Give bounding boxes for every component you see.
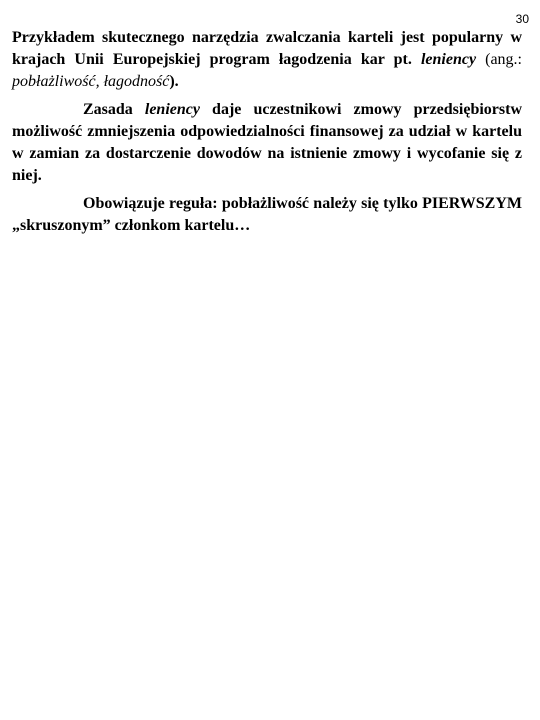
paragraph-intro	[12, 27, 522, 93]
paragraph-principle-lead: Zasada	[83, 101, 145, 118]
page-number: 30	[515, 12, 529, 26]
paragraph-intro-text: Przykładem skutecznego narzędzia zwalczania karteli jest popularny w krajach Unii Europejskiej program łagodzenia kar pt.	[12, 29, 522, 68]
paragraph-rule-text: Obowiązuje reguła: pobłażliwość należy się tylko PIERWSZYM „skruszonym” członkom kartelu…	[12, 195, 522, 234]
translation: pobłażliwość, łagodność	[12, 73, 170, 90]
paren-open: (ang.:	[476, 51, 523, 68]
paren-close: ).	[169, 73, 179, 90]
paragraph-principle	[12, 99, 522, 187]
term-leniency-2: leniency	[144, 101, 200, 118]
document-body	[12, 27, 522, 243]
paragraph-rule	[12, 193, 522, 237]
term-leniency: leniency	[420, 51, 477, 68]
paragraph-principle-text: daje uczestnikowi zmowy przedsiębiorstw możliwość zmniejszenia odpowiedzialności finansowej za udział w kartelu w zamian za dostarczenie dowodów na istnienie zmowy i wycofanie się z niej.	[12, 101, 522, 184]
